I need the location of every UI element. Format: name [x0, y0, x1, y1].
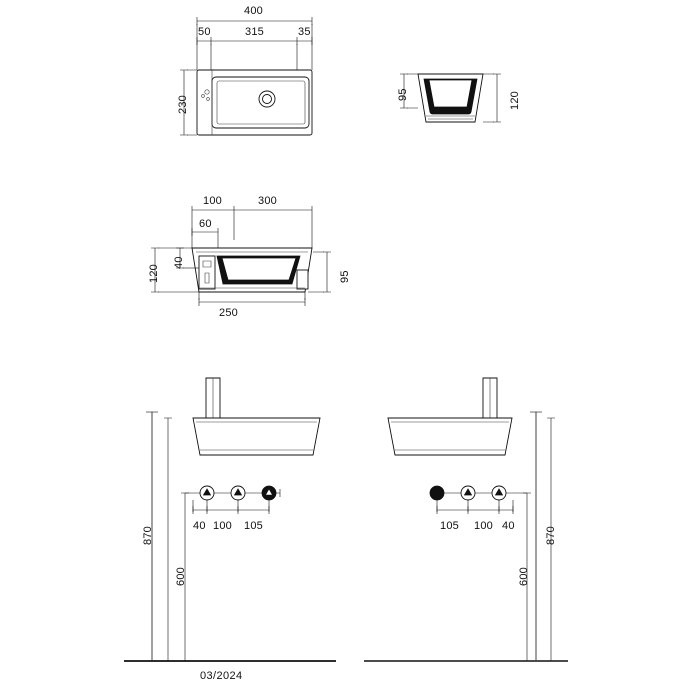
dim-front-ledge-height: 40	[173, 256, 185, 269]
dim-front-tap-offset: 60	[199, 218, 212, 230]
dim-install-left-height-base: 600	[175, 567, 187, 586]
dim-install-right-height-total: 870	[545, 526, 557, 545]
dim-install-left-spacing-a: 40	[193, 520, 206, 532]
dim-install-right-spacing-a: 105	[440, 520, 459, 532]
dim-top-segment-left: 50	[198, 26, 211, 38]
dim-front-overall-height: 120	[148, 264, 160, 283]
dim-side-overall-height: 120	[509, 91, 521, 110]
dim-side-inner-height: 95	[397, 88, 409, 101]
dim-install-right-height-base: 600	[518, 567, 530, 586]
dim-install-left-spacing-c: 105	[244, 520, 263, 532]
dim-install-left-height-total: 870	[142, 526, 154, 545]
dim-front-base-width: 250	[219, 307, 238, 319]
dim-top-segment-center: 315	[245, 26, 264, 38]
dim-front-bowl-height: 95	[339, 270, 351, 283]
dim-front-left-span: 100	[203, 195, 222, 207]
dim-install-right-spacing-c: 40	[502, 520, 515, 532]
dim-top-segment-right: 35	[298, 26, 311, 38]
dim-front-right-span: 300	[258, 195, 277, 207]
dim-top-overall-width: 400	[244, 5, 263, 17]
dim-install-right-spacing-b: 100	[474, 520, 493, 532]
drawing-date: 03/2024	[200, 670, 243, 682]
dim-install-left-spacing-b: 100	[213, 520, 232, 532]
dim-top-depth: 230	[177, 95, 189, 114]
